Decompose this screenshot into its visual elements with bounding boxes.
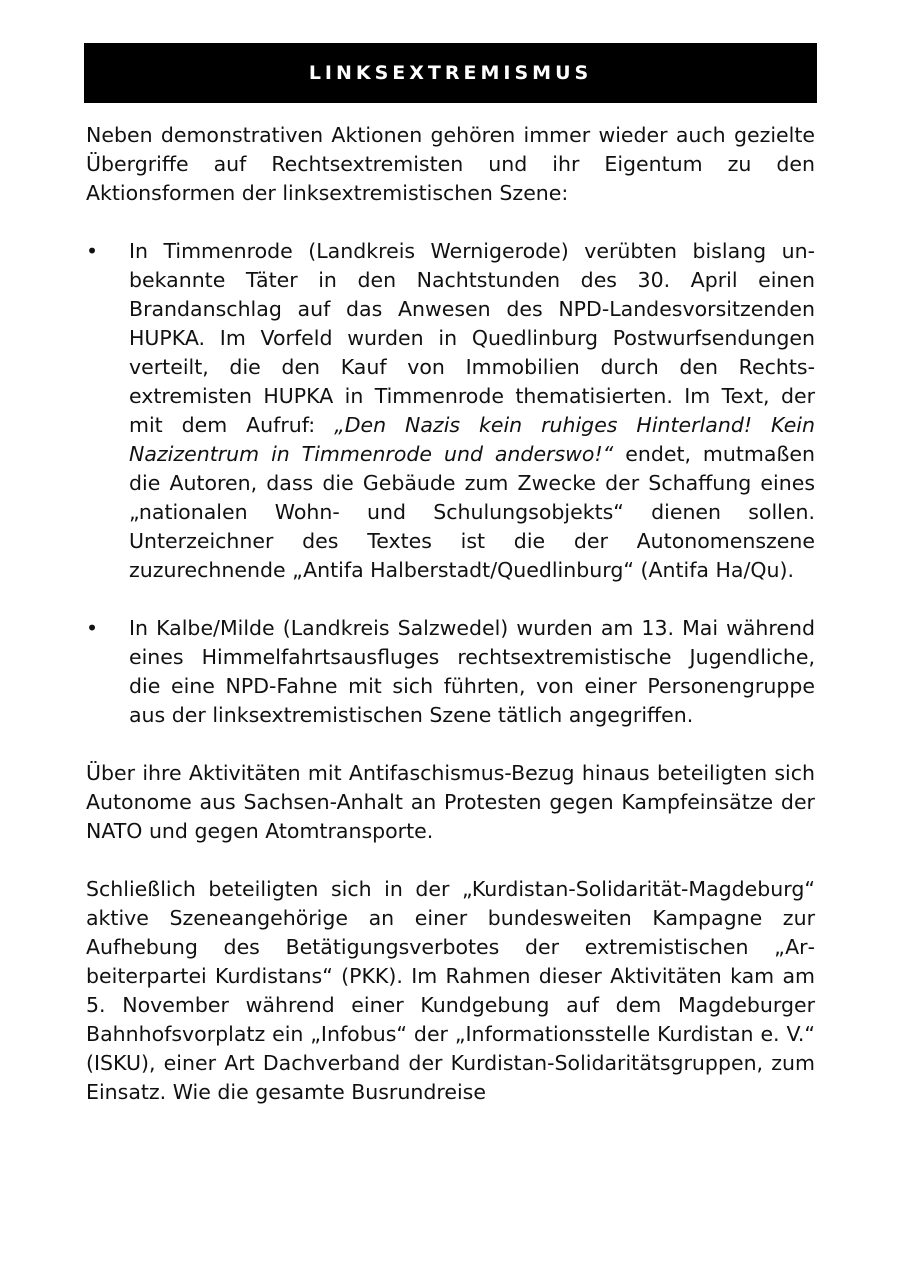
paragraph-kurdistan: Schließlich beteiligten sich in der „Kurdistan-Solidarität-Magdeburg“ aktive Szeneangehörige an einer bundesweiten Kampagne zur Aufhebung des Betätigungsverbotes der extremistischen „Arbeiterpartei Kurdistans“ (PKK). Im Rahmen dieser Aktivitäten kam am 5. November während einer Kundgebung auf dem Magdeburger Bahnhofsvorplatz ein „Infobus“ der „Informationsstelle Kurdistan e. V.“ (ISKU), einer Art Dachverband der Kurdistan-Solidaritätsgruppen, zum Einsatz. Wie die gesamte Busrundreise [86,877,815,1104]
bullet-text-part: In Timmenrode (Landkreis Wernigerode) verübten bislang unbekannte Täter in den Nachtstunden des 30. April einen Brandanschlag auf das Anwesen des NPD-Landesvorsitzenden HUPKA. Im Vorfeld wurden in Quedlinburg Postwurfsendungen verteilt, die den Kauf von Immobilien durch den Rechtsextremisten HUPKA in Timmenrode thematisierten. Im Text, der mit dem Aufruf: [129,239,815,437]
document-body [86,121,815,1107]
section-title: LINKSEXTREMISMUS [308,62,593,84]
bullet-text-timmenrode [129,237,815,585]
bullet-icon: • [86,239,99,263]
paragraph-protests: Über ihre Aktivitäten mit Antifaschismus-Bezug hinaus beteiligten sich Autonome aus Sachsen-Anhalt an Protesten gegen Kampfeinsätze der NATO und gegen Atomtransporte. [86,761,815,843]
bullet-text-kalbe: In Kalbe/Milde (Landkreis Salzwedel) wurden am 13. Mai während eines Himmelfahrtsausfluges rechtsextremistische Jugendliche, die eine NPD-Fahne mit sich führten, von einer Personengruppe aus der linksextremistischen Szene tätlich angegriffen. [129,616,815,727]
bullet-icon: • [86,616,99,640]
list-item [86,614,815,730]
intro-paragraph: Neben demonstrativen Aktionen gehören immer wieder auch gezielte Übergriffe auf Rechtsextremisten und ihr Eigentum zu den Aktionsformen der linksextremistischen Szene: [86,123,815,205]
section-header-bar [84,43,817,103]
list-item [86,237,815,585]
slogan-quote: „Den Nazis kein ruhiges Hinterland! Kein Nazizentrum in Timmenrode und anderswo!“ [129,413,815,466]
bullet-text-part: endet, mutmaßen die Autoren, dass die Gebäude zum Zwecke der Schaffung eines „nationalen Wohn- und Schulungsobjekts“ dienen sollen. Unterzeichner des Textes ist die der Autonomenszene zuzurechnende „Antifa Halberstadt/Quedlinburg“ (Antifa Ha/Qu). [129,442,815,582]
